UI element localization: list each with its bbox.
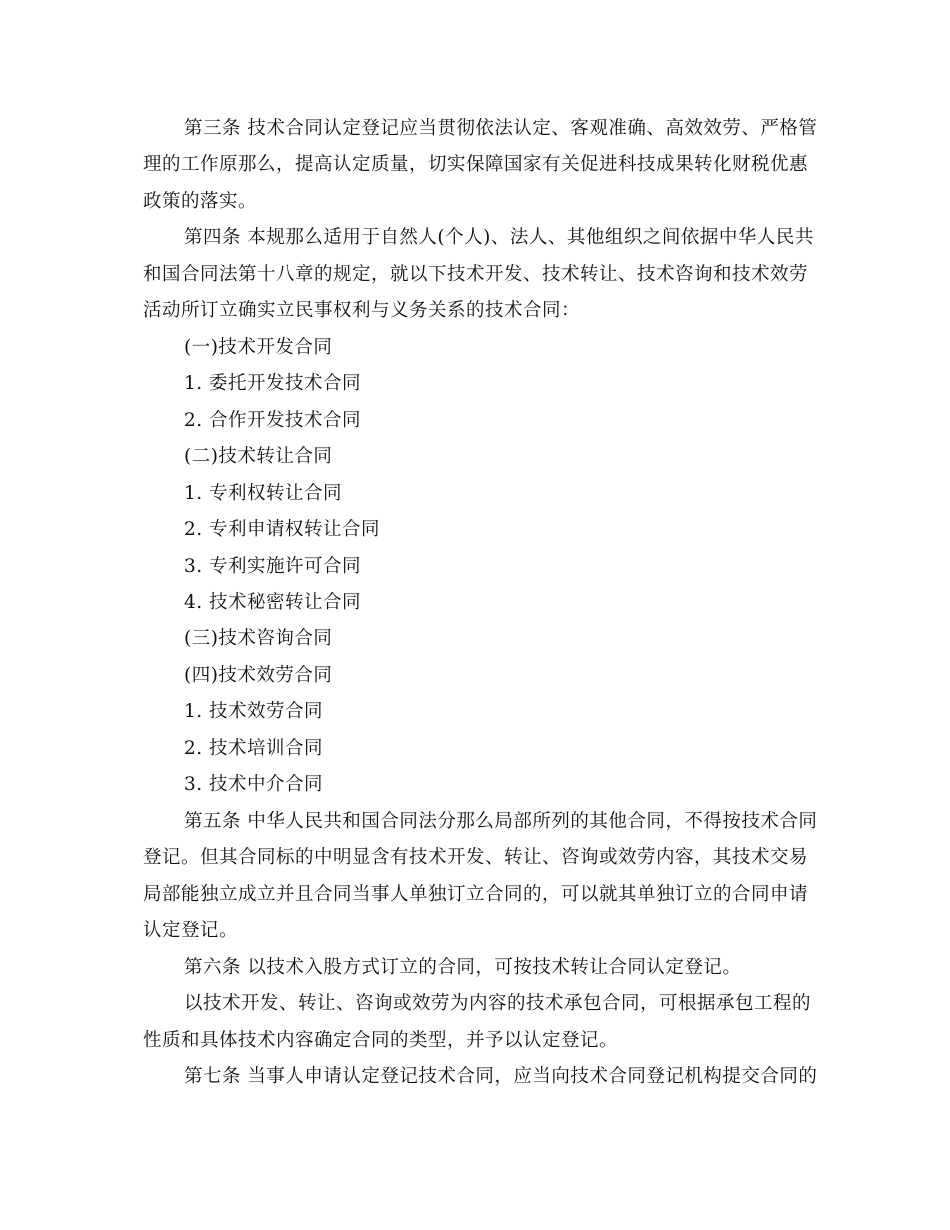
text-line: 第五条 中华人民共和国合同法分那么局部所列的其他合同，不得按技术合同 [184, 811, 818, 832]
text-line: 和国合同法第十八章的规定，就以下技术开发、技术转让、技术咨询和技术效劳 [143, 264, 809, 285]
text-line: 2. 专利申请权转让合同 [184, 519, 381, 540]
text-line: 2. 技术培训合同 [184, 738, 324, 759]
text-line: 第四条 本规那么适用于自然人(个人)、法人、其他组织之间依据中华人民共 [184, 227, 814, 248]
text-line: 登记。但其合同标的中明显含有技术开发、转让、咨询或效劳内容，其技术交易 [143, 847, 809, 868]
text-line: 以技术开发、转让、咨询或效劳为内容的技术承包合同，可根据承包工程的 [184, 993, 812, 1014]
text-line: (四)技术效劳合同 [184, 665, 333, 686]
text-line: 1. 专利权转让合同 [184, 483, 343, 504]
text-line: 4. 技术秘密转让合同 [184, 592, 362, 613]
text-line: 3. 技术中介合同 [184, 774, 324, 795]
text-line: 1. 技术效劳合同 [184, 701, 324, 722]
text-line: 第六条 以技术入股方式订立的合同，可按技术转让合同认定登记。 [184, 957, 742, 978]
text-line: 活动所订立确实立民事权利与义务关系的技术合同： [143, 300, 581, 321]
text-line: (一)技术开发合同 [184, 337, 333, 358]
text-line: 政策的落实。 [143, 191, 258, 212]
text-line: (三)技术咨询合同 [184, 628, 333, 649]
text-line: (二)技术转让合同 [184, 446, 333, 467]
text-line: 2. 合作开发技术合同 [184, 410, 362, 431]
text-line: 理的工作原那么，提高认定质量，切实保障国家有关促进科技成果转化财税优惠 [143, 154, 809, 175]
text-line: 认定登记。 [143, 920, 239, 941]
text-line: 1. 委托开发技术合同 [184, 373, 362, 394]
text-line: 性质和具体技术内容确定合同的类型，并予以认定登记。 [143, 1030, 619, 1051]
text-line: 3. 专利实施许可合同 [184, 556, 362, 577]
text-line: 局部能独立成立并且合同当事人单独订立合同的，可以就其单独订立的合同申请 [143, 884, 809, 905]
text-line: 第三条 技术合同认定登记应当贯彻依法认定、客观准确、高效效劳、严格管 [184, 118, 818, 139]
text-line: 第七条 当事人申请认定登记技术合同，应当向技术合同登记机构提交合同的 [184, 1066, 818, 1087]
